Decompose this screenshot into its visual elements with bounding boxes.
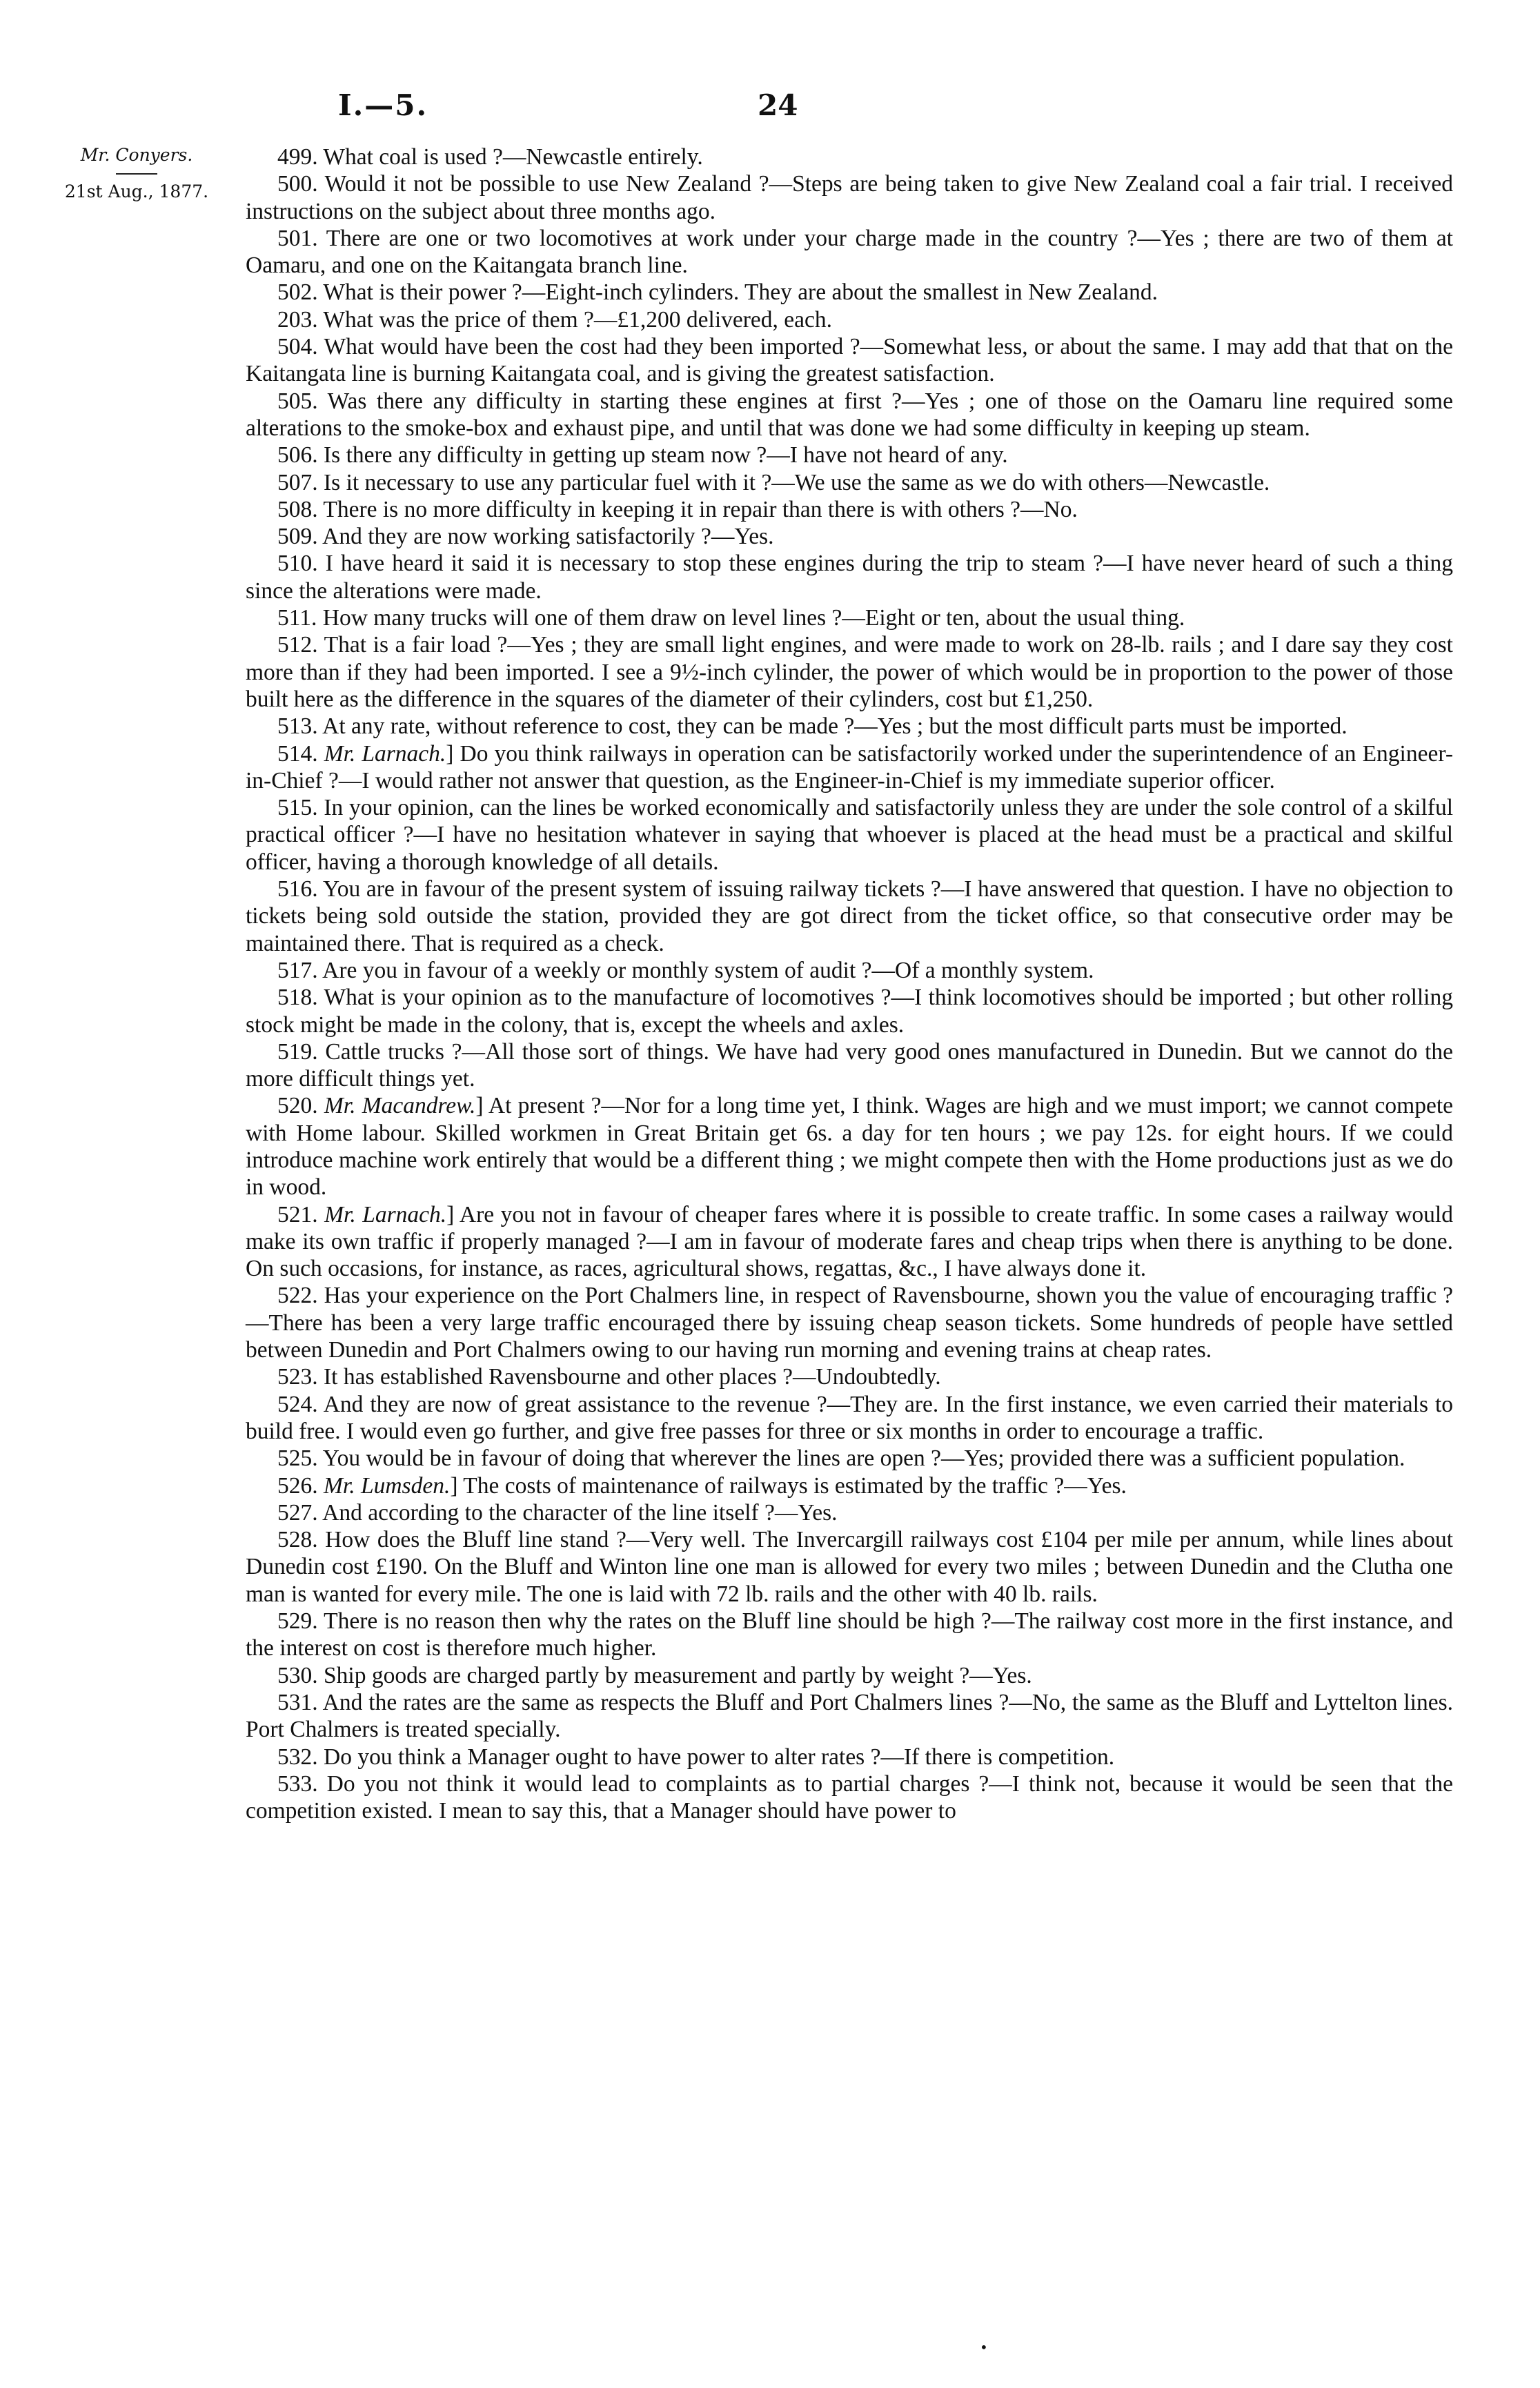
paragraph-text: 510. I have heard it said it is necessary to stop these engines during the trip to steam ?—I have never heard of such a thing since the alterations were made.	[246, 551, 1453, 604]
evidence-paragraph	[246, 523, 1453, 550]
paragraph-text: 531. And the rates are the same as respects the Bluff and Port Chalmers lines ?—No, the same as the Bluff and Lyttelton lines. Port Chalmers is treated specially.	[246, 1689, 1453, 1743]
evidence-text	[246, 144, 1453, 1824]
evidence-paragraph	[246, 388, 1453, 442]
evidence-paragraph	[246, 713, 1453, 740]
paragraph-text-continued: ] Are you not in favour of cheaper fares where it is possible to create traffic. In some cases a railway would make its own traffic if properly managed ?—I am in favour of moderate fares and cheap trips when there is anything to be done. On such occasions, for instance, as races, agricultural shows, regattas, &c., I have always done it.	[246, 1201, 1453, 1282]
paragraph-text: 512. That is a fair load ?—Yes ; they are small light engines, and were made to work on 28-lb. rails ; and I dare say they cost more than if they had been imported. I see a 9½-inch cylinder, the power of which would be in proportion to the power of those built here as the difference in the squares of the diameter of their cylinders, cost but £1,250.	[246, 632, 1453, 712]
paragraph-text: 514.	[277, 740, 324, 767]
paragraph-text: 519. Cattle trucks ?—All those sort of things. We have had very good ones manufactured in Dunedin. But we cannot do the more difficult things yet.	[246, 1038, 1453, 1092]
paragraph-text: 529. There is no reason then why the rates on the Bluff line should be high ?—The railway cost more in the first instance, and the interest on cost is therefore much higher.	[246, 1608, 1453, 1661]
speaker-name: Mr. Macandrew.	[324, 1093, 476, 1119]
paragraph-text-continued: ] The costs of maintenance of railways is estimated by the traffic ?—Yes.	[450, 1472, 1127, 1499]
paragraph-text: 524. And they are now of great assistance to the revenue ?—They are. In the first instance, we even carried their materials to build free. I would even go further, and give free passes for three or six months in order to encourage a traffic.	[246, 1391, 1453, 1444]
evidence-paragraph	[246, 1608, 1453, 1662]
margin-divider	[116, 173, 157, 175]
evidence-paragraph	[246, 144, 1453, 170]
paragraph-text: 528. How does the Bluff line stand ?—Very well. The Invercargill railways cost £104 per mile per annum, while lines about Dunedin cost £190. On the Bluff and Winton line one man is allowed for every two miles ; between Dunedin and the Clutha one man is wanted for every mile. The one is laid with 72 lb. rails and the other with 40 lb. rails.	[246, 1527, 1453, 1607]
evidence-paragraph	[246, 306, 1453, 333]
paragraph-text: 526.	[277, 1472, 324, 1499]
paragraph-text: 517. Are you in favour of a weekly or monthly system of audit ?—Of a monthly system.	[277, 957, 1094, 983]
paragraph-text: 500. Would it not be possible to use New Zealand ?—Steps are being taken to give New Zealand coal a fair trial. I received instructions on the subject about three months ago.	[246, 171, 1453, 224]
paragraph-text: 502. What is their power ?—Eight-inch cylinders. They are about the smallest in New Zealand.	[277, 279, 1158, 306]
page-number: 24	[758, 88, 798, 122]
evidence-paragraph	[246, 1689, 1453, 1744]
evidence-paragraph	[246, 1092, 1453, 1201]
evidence-paragraph	[246, 333, 1453, 388]
evidence-paragraph	[246, 876, 1453, 957]
evidence-paragraph	[246, 957, 1453, 984]
paragraph-text: 508. There is no more difficulty in keeping it in repair than there is with others ?—No.	[277, 496, 1078, 522]
evidence-paragraph	[246, 1363, 1453, 1390]
margin-note	[33, 145, 240, 201]
evidence-paragraph	[246, 1662, 1453, 1689]
paragraph-text: 527. And according to the character of the line itself ?—Yes.	[277, 1499, 838, 1526]
paragraph-text: 511. How many trucks will one of them draw on level lines ?—Eight or ten, about the usual thing.	[277, 605, 1185, 631]
paragraph-text: 501. There are one or two locomotives at work under your charge made in the country ?—Yes ; there are two of them at Oamaru, and one on the Kaitangata branch line.	[246, 225, 1453, 279]
paragraph-text: 520.	[277, 1093, 324, 1119]
evidence-paragraph	[246, 740, 1453, 795]
evidence-paragraph	[246, 1472, 1453, 1499]
evidence-paragraph	[246, 469, 1453, 496]
evidence-paragraph	[246, 225, 1453, 279]
speaker-name: Mr. Larnach.	[324, 1201, 447, 1227]
paragraph-text: 509. And they are now working satisfactorily ?—Yes.	[277, 524, 774, 550]
paragraph-text: 505. Was there any difficulty in starting these engines at first ?—Yes ; one of those on the Oamaru line required some alterations to the smoke-box and exhaust pipe, and until that was done we had some difficulty in keeping up steam.	[246, 388, 1453, 441]
margin-witness-name: Mr. Conyers.	[80, 145, 193, 165]
evidence-paragraph	[246, 1526, 1453, 1608]
paragraph-text: 521.	[277, 1201, 325, 1227]
evidence-paragraph	[246, 1282, 1453, 1363]
margin-date: 21st Aug., 1877.	[64, 181, 209, 201]
evidence-paragraph	[246, 794, 1453, 876]
paragraph-text-continued: ] At present ?—Nor for a long time yet, I think. Wages are high and we must import; we cannot compete with Home labour. Skilled workmen in Great Britain get 6s. a day for ten hours ; we pay 12s. for eight hours. If we could introduce machine work entirely that would be a different thing ; we might compete then with the Home productions just as we do in wood.	[246, 1093, 1454, 1201]
paragraph-text: 499. What coal is used ?—Newcastle entirely.	[277, 144, 703, 170]
evidence-paragraph	[246, 279, 1453, 306]
paragraph-text: 522. Has your experience on the Port Chalmers line, in respect of Ravensbourne, shown you the value of encouraging traffic ?—There has been a very large traffic encouraged there by issuing cheap season tickets. Some hundreds of people have settled between Dunedin and Port Chalmers owing to our having run morning and evening trains at cheap rates.	[246, 1283, 1453, 1363]
paragraph-text: 518. What is your opinion as to the manufacture of locomotives ?—I think locomotives should be imported ; but other rolling stock might be made in the colony, that is, except the wheels and axles.	[246, 985, 1453, 1038]
evidence-paragraph	[246, 550, 1453, 604]
page-header	[0, 0, 1540, 152]
paragraph-text: 507. Is it necessary to use any particular fuel with it ?—We use the same as we do with others—Newcastle.	[277, 469, 1270, 495]
paragraph-text: 525. You would be in favour of doing that wherever the lines are open ?—Yes; provided there was a sufficient population.	[277, 1445, 1405, 1472]
evidence-paragraph	[246, 1744, 1453, 1770]
page-reference: I.—5.	[338, 88, 428, 122]
evidence-paragraph	[246, 1499, 1453, 1526]
evidence-paragraph	[246, 496, 1453, 523]
evidence-paragraph	[246, 604, 1453, 631]
evidence-paragraph	[246, 1391, 1453, 1445]
paragraph-text: 532. Do you think a Manager ought to have power to alter rates ?—If there is competition.	[277, 1744, 1115, 1770]
evidence-paragraph	[246, 984, 1453, 1038]
paragraph-text: 516. You are in favour of the present system of issuing railway tickets ?—I have answered that question. I have no objection to tickets being sold outside the station, provided they are got direct from the ticket office, so that consecutive order may be maintained there. That is required as a check.	[246, 876, 1453, 956]
paragraph-text: 504. What would have been the cost had they been imported ?—Somewhat less, or about the same. I may add that that on the Kaitangata line is burning Kaitangata coal, and is giving the greatest satisfaction.	[246, 334, 1453, 387]
paragraph-text-continued: ] Do you think railways in operation can be satisfactorily worked under the superintendence of an Engineer-in-Chief ?—I would rather not answer that question, as the Engineer-in-Chief is my immediate superior officer.	[246, 740, 1453, 793]
paragraph-text: 533. Do you not think it would lead to complaints as to partial charges ?—I think not, because it would be seen that the competition existed. I mean to say this, that a Manager should have power to	[246, 1770, 1453, 1824]
evidence-paragraph	[246, 1038, 1453, 1093]
paragraph-text: 506. Is there any difficulty in getting up steam now ?—I have not heard of any.	[277, 442, 1008, 468]
paragraph-text: 523. It has established Ravensbourne and other places ?—Undoubtedly.	[277, 1364, 941, 1390]
paragraph-text: 203. What was the price of them ?—£1,200 delivered, each.	[277, 306, 833, 333]
evidence-paragraph	[246, 442, 1453, 468]
paragraph-text: 530. Ship goods are charged partly by measurement and partly by weight ?—Yes.	[277, 1662, 1032, 1688]
evidence-paragraph	[246, 1445, 1453, 1472]
evidence-paragraph	[246, 1770, 1453, 1825]
paragraph-text: 515. In your opinion, can the lines be worked economically and satisfactorily unless they are under the sole control of a skilful practical officer ?—I have no hesitation whatever in saying that whoever is placed at the head must be a practical and skilful officer, having a thorough knowledge of all details.	[246, 795, 1453, 875]
evidence-paragraph	[246, 631, 1453, 713]
speaker-name: Mr. Larnach.	[324, 740, 446, 767]
page-dot-mark: •	[980, 2339, 988, 2356]
evidence-paragraph	[246, 1201, 1453, 1283]
evidence-paragraph	[246, 170, 1453, 225]
speaker-name: Mr. Lumsden.	[324, 1472, 451, 1499]
paragraph-text: 513. At any rate, without reference to cost, they can be made ?—Yes ; but the most difficult parts must be imported.	[277, 713, 1348, 740]
